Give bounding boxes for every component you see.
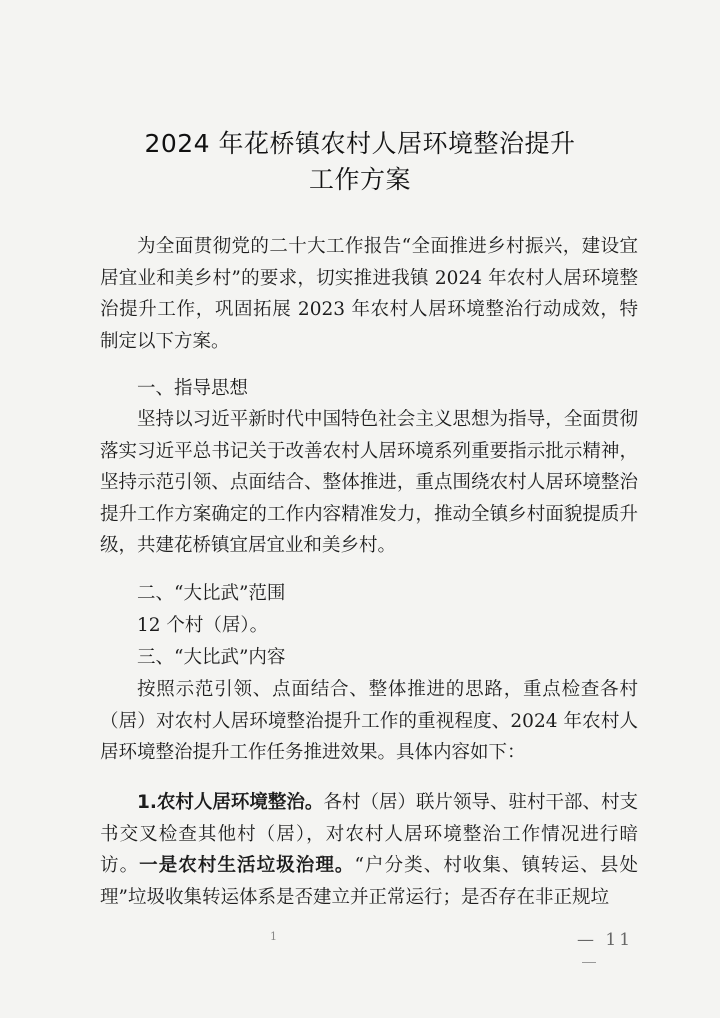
item1-sub-text: “户分类、村收集、镇转运、县处理”垃圾收集转运体系是否建立并正常运行；是否存在非正规垃 [100, 855, 638, 908]
page-number: — 11 [577, 930, 634, 950]
section3-item1 [100, 787, 638, 913]
document-title-line1: 2024 年花桥镇农村人居环境整治提升 [144, 129, 576, 158]
page-mark: 1 [270, 930, 277, 943]
section2-heading: 二、“大比武”范围 [137, 583, 286, 604]
section1-body: 坚持以习近平新时代中国特色社会主义思想为指导，全面贯彻落实习近平总书记关于改善农村人居环境系列重要指示批示精神，坚持示范引领、点面结合、整体推进，重点围绕农村人居环境整治提升工作方案确定的工作内容精准发力，推动全镇乡村面貌提质升级，共建花桥镇宜居宜业和美乡村。 [100, 409, 638, 556]
footer-dash [582, 962, 596, 963]
item1-bold-lead: 1.农村人居环境整治。 [137, 792, 324, 813]
section2-body: 12 个村（居）。 [137, 615, 269, 636]
section3-body: 按照示范引领、点面结合、整体推进的思路，重点检查各村（居）对农村人居环境整治提升工作的重视程度、2024 年农村人居环境整治提升工作任务推进效果。具体内容如下： [100, 679, 638, 763]
document-title-line2: 工作方案 [308, 165, 411, 194]
item1-sub-bold-lead: 一是农村生活垃圾治理。 [139, 855, 355, 876]
section1-heading: 一、指导思想 [137, 378, 249, 399]
section3-heading: 三、“大比武”内容 [137, 647, 286, 668]
intro-paragraph: 为全面贯彻党的二十大工作报告“全面推进乡村振兴，建设宜居宜业和美乡村”的要求，切实推进我镇 2024 年农村人居环境整治提升工作，巩固拓展 2023 年农村人居环境整治行动成效，特制定以下方案。 [100, 236, 638, 352]
item1-text: 各村（居）联片领导、驻村干部、村支书交叉检查其他村（居），对农村人居环境整治工作情况进行暗访。 [100, 792, 638, 876]
